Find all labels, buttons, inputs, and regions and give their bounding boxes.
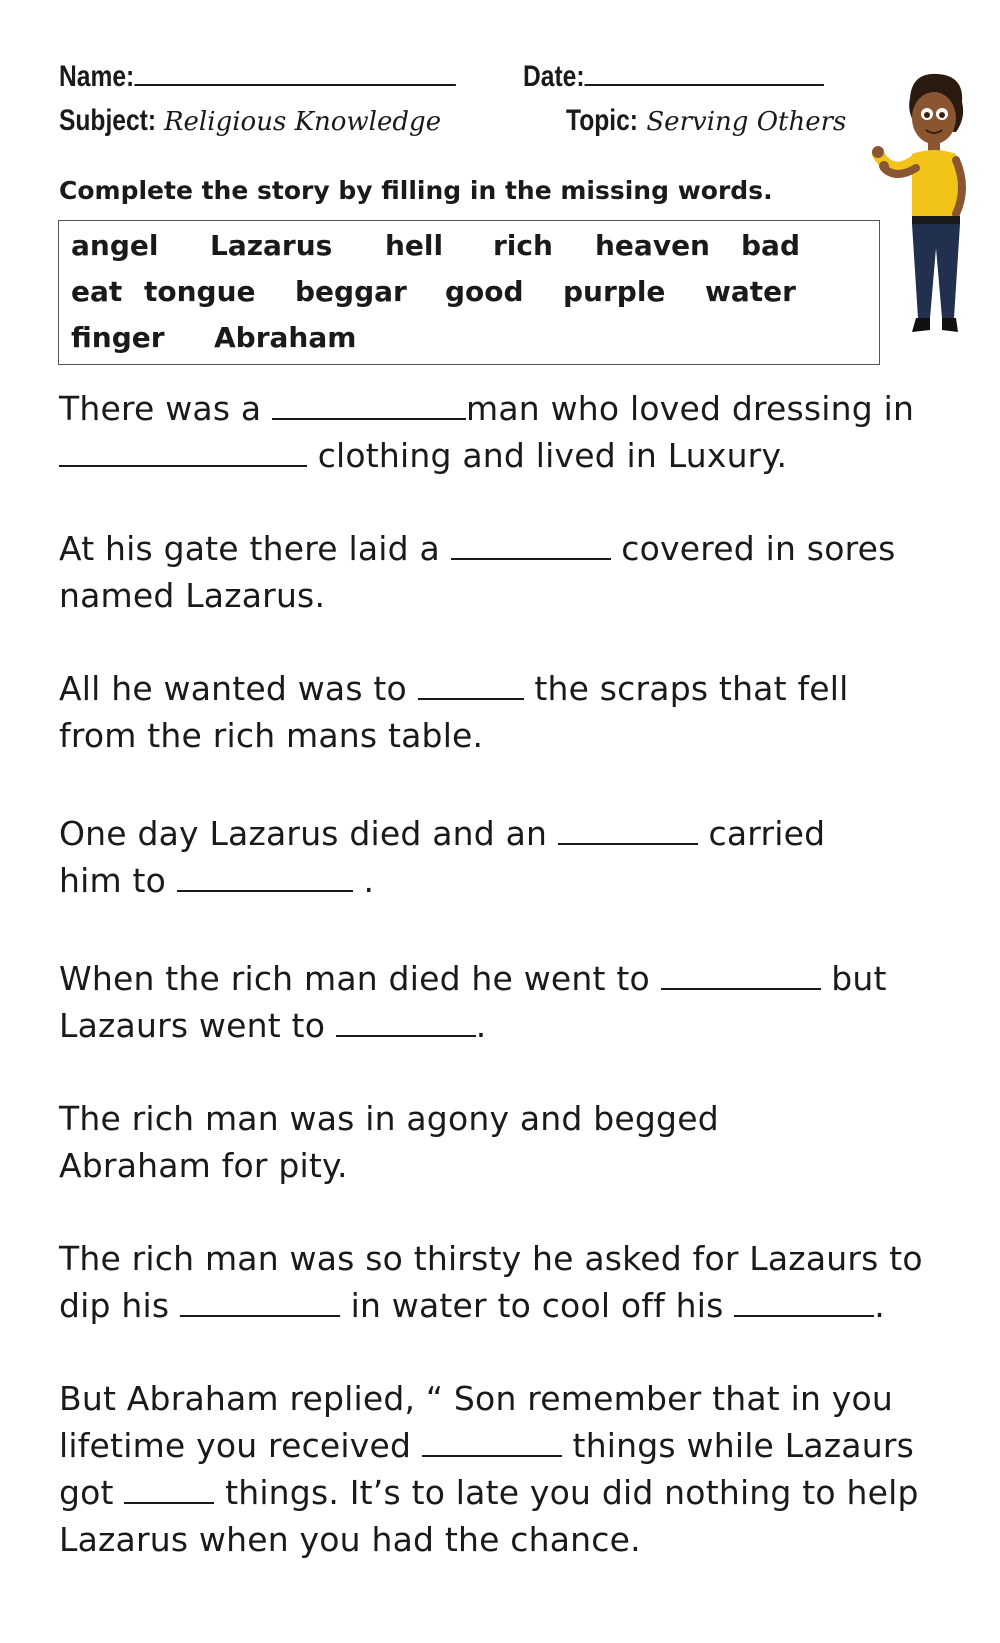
answer-blank-2[interactable] — [59, 435, 307, 467]
date-underline[interactable] — [585, 58, 824, 86]
answer-blank-5[interactable] — [558, 813, 698, 845]
word-bank-word: heaven — [595, 229, 710, 262]
instructions: Complete the story by filling in the missing words. — [59, 176, 773, 205]
word-bank-word: angel — [71, 229, 159, 262]
sentence-text: But Abraham replied, “ Son remember that in you — [59, 1379, 894, 1418]
answer-blank-4[interactable] — [418, 668, 524, 700]
sentence-text: named Lazarus. — [59, 576, 326, 615]
sentence-text: him to — [59, 861, 177, 900]
date-label: Date: — [523, 60, 585, 93]
subject-row — [59, 104, 442, 138]
sentence-text: lifetime you received — [59, 1426, 422, 1465]
sentence-text: The rich man was so thirsty he asked for Lazaurs to — [59, 1239, 923, 1278]
word-bank-word: eat — [71, 275, 123, 308]
sentence-text: things while Lazaurs — [561, 1426, 914, 1465]
name-label: Name: — [59, 60, 135, 93]
word-bank-word: Lazarus — [210, 229, 333, 262]
word-bank-word: beggar — [295, 275, 407, 308]
sentence-5 — [59, 955, 887, 1049]
subject-value: Religious Knowledge — [164, 107, 442, 137]
word-bank-word: bad — [741, 229, 800, 262]
sentence-1 — [59, 385, 914, 479]
topic-row — [566, 104, 847, 138]
sentence-text: There was a — [59, 389, 273, 428]
subject-label: Subject: — [59, 104, 157, 137]
date-field-row — [523, 58, 824, 94]
answer-blank-3[interactable] — [451, 528, 611, 560]
answer-blank-10[interactable] — [734, 1285, 874, 1317]
word-bank-word: good — [445, 275, 524, 308]
sentence-text: man who loved dressing in — [466, 389, 915, 428]
sentence-text: dip his — [59, 1286, 180, 1325]
sentence-7 — [59, 1235, 923, 1329]
sentence-text: Lazarus when you had the chance. — [59, 1520, 641, 1559]
answer-blank-12[interactable] — [124, 1472, 214, 1504]
sentence-text: covered in sores — [610, 529, 896, 568]
sentence-text: . — [352, 861, 375, 900]
sentence-text: All he wanted was to — [59, 669, 418, 708]
word-bank-word: Abraham — [214, 321, 357, 354]
answer-blank-6[interactable] — [177, 860, 353, 892]
name-underline[interactable] — [134, 58, 455, 86]
sentence-text: . — [475, 1006, 487, 1045]
sentence-text: got — [59, 1473, 125, 1512]
word-bank-word: finger — [71, 321, 165, 354]
sentence-text: from the rich mans table. — [59, 716, 484, 755]
sentence-text: Abraham for pity. — [59, 1146, 348, 1185]
sentence-text: Lazaurs went to — [59, 1006, 336, 1045]
sentence-text: in water to cool off his — [339, 1286, 735, 1325]
word-bank-word: purple — [563, 275, 666, 308]
answer-blank-7[interactable] — [661, 958, 821, 990]
sentence-text: The rich man was in agony and begged — [59, 1099, 719, 1138]
sentence-8 — [59, 1375, 919, 1563]
sentence-3 — [59, 665, 849, 759]
answer-blank-8[interactable] — [336, 1005, 476, 1037]
sentence-text: When the rich man died he went to — [59, 959, 661, 998]
sentence-4 — [59, 810, 825, 904]
sentence-text: the scraps that fell — [523, 669, 849, 708]
word-bank-word: tongue — [144, 275, 256, 308]
teacher-avatar-illustration — [872, 68, 982, 343]
sentence-text: At his gate there laid a — [59, 529, 451, 568]
sentence-2 — [59, 525, 896, 619]
sentence-text: One day Lazarus died and an — [59, 814, 558, 853]
sentence-text: clothing and lived in Luxury. — [307, 436, 788, 475]
answer-blank-9[interactable] — [180, 1285, 340, 1317]
topic-value: Serving Others — [646, 107, 847, 137]
sentence-text: carried — [697, 814, 826, 853]
name-field-row — [59, 58, 456, 94]
topic-label: Topic: — [566, 104, 638, 137]
sentence-text: things. It’s to late you did nothing to help — [214, 1473, 919, 1512]
answer-blank-11[interactable] — [422, 1425, 562, 1457]
word-bank-word: hell — [385, 229, 444, 262]
sentence-6 — [59, 1095, 719, 1189]
word-bank-box — [58, 220, 880, 365]
word-bank-word: rich — [493, 229, 553, 262]
word-bank-word: water — [705, 275, 796, 308]
sentence-text: . — [874, 1286, 885, 1325]
sentence-text: but — [820, 959, 887, 998]
answer-blank-1[interactable] — [272, 388, 466, 420]
